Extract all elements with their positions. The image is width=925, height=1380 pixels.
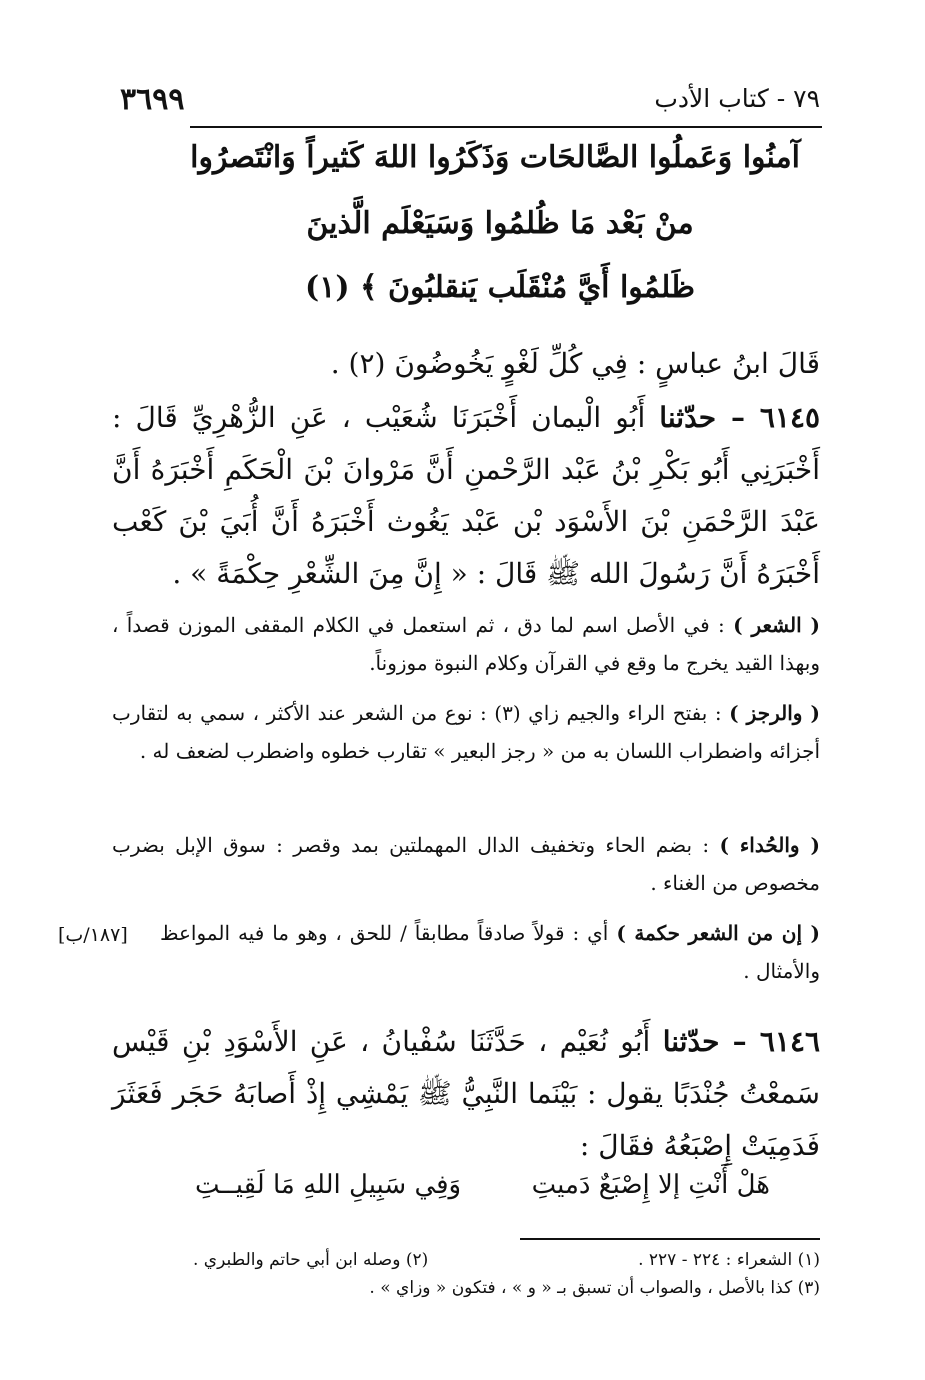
header-divider: [190, 126, 822, 128]
commentary-text: : بفتح الراء والجيم زاي (٣) : نوع من الشعر عند الأكثر ، سمي به لتقارب أجزائه واضطراب اللسان به من « رجز البعير » تقارب خطوه واضطرب لضعف له .: [112, 701, 820, 763]
quran-verse-line-1: آمنُوا وَعَملُوا الصَّالحَات وَذَكَرُوا اللهَ كَثيراً وَانْتَصرُوا: [190, 140, 800, 175]
hadith-number: ٦١٤٦ – حدّثنا: [662, 1025, 821, 1058]
commentary-term: ( والحُداء ): [719, 833, 820, 857]
ibn-abbas-statement: قَالَ ابنُ عباسٍ : فِي كُلِّ لَغْوٍ يَخُوضُونَ (٢) .: [330, 347, 820, 380]
hadith-6145: [112, 392, 820, 600]
commentary-poetry: [112, 606, 820, 682]
commentary-text: أي : قولاً صادقاً مطابقاً / للحق ، وهو ما فيه المواعظ والأمثال .: [160, 921, 820, 983]
commentary-huda: [112, 826, 820, 902]
hadith-number: ٦١٤٥ – حدّثنا: [659, 401, 821, 434]
footnote-3: (٣) كذا بالأصل ، والصواب أن تسبق بـ « و » ، فتكون « وزاي » .: [369, 1278, 820, 1298]
commentary-text: : في الأصل اسم لما دق ، ثم استعمل في الكلام المقفى الموزن قصداً ، وبهذا القيد يخرج ما وقع في القرآن وكلام النبوة موزوناً.: [112, 613, 820, 675]
commentary-rajaz: [112, 694, 820, 770]
hadith-6146: [112, 1016, 820, 1172]
footnote-1: (١) الشعراء : ٢٢٤ - ٢٢٧ .: [638, 1250, 820, 1270]
hadith-text: أَبُو نُعَيْم ، حَدَّثَنَا سُفْيانُ ، عَنِ الأَسْوَدِ بْنِ قَيْس سَمعْتُ جُنْدَبًا يقول : بَيْنَما النَّبِيُّ ﷺ يَمْشِي إِذْ أَصابَهُ حَجَر فَعَثَرَ فَدَمِيَتْ إِصْبَعُهُ فقَالَ :: [112, 1025, 820, 1162]
quran-verse-line-2: منْ بَعْد مَا ظُلمُوا وَسَيَعْلَم الَّذينَ: [306, 206, 694, 241]
footnote-divider: [520, 1238, 820, 1240]
poem-hemistich-2: وَفِي سَبِيلِ اللهِ مَا لَقِيــتِ: [195, 1170, 462, 1200]
margin-folio-reference: [١٨٧/ب]: [58, 924, 128, 946]
page-number: ٣٦٩٩: [120, 82, 185, 117]
footnote-2: (٢) وصله ابن أبي حاتم والطبري .: [193, 1250, 429, 1270]
commentary-text: : بضم الحاء وتخفيف الدال المهملتين بمد وقصر : سوق الإبل بضرب مخصوص من الغناء .: [112, 833, 820, 895]
page-header: [120, 82, 820, 122]
commentary-term: ( الشعر ): [733, 613, 820, 637]
chapter-title: ٧٩ - كتاب الأدب: [654, 84, 820, 113]
commentary-term: ( إن من الشعر حكمة ): [616, 921, 821, 945]
commentary-term: ( والرجز ): [729, 701, 820, 725]
poem-hemistich-1: هَلْ أَنْتِ إلا إِصْبَعٌ دَميتِ: [531, 1170, 770, 1200]
commentary-wisdom: [160, 914, 820, 990]
quran-verse-line-3: ظَلمُوا أَيَّ مُنْقَلَب يَنقلبُونَ ﴾ (١): [305, 270, 695, 305]
hadith-text: أَبُو الْيمان أَخْبَرَنَا شُعَيْب ، عَنِ الزُّهْرِيِّ قَالَ : أَخْبَرَنِي أَبُو بَكْرِ بْنُ عَبْد الرَّحْمنِ أَنَّ مَرْوانَ بْنَ الْحَكَمِ أَخْبَرَهُ أَنَّ عَبْدَ الرَّحْمَنِ بْنَ الأَسْوَد بْن عَبْد يَغُوث أَخْبَرَهُ أَنَّ أُبَيَ بْنَ كَعْب أَخْبَرَهُ أَنَّ رَسُولَ الله ﷺ قَالَ : « إِنَّ مِنَ الشِّعْرِ حِكْمَةً » .: [112, 401, 820, 590]
